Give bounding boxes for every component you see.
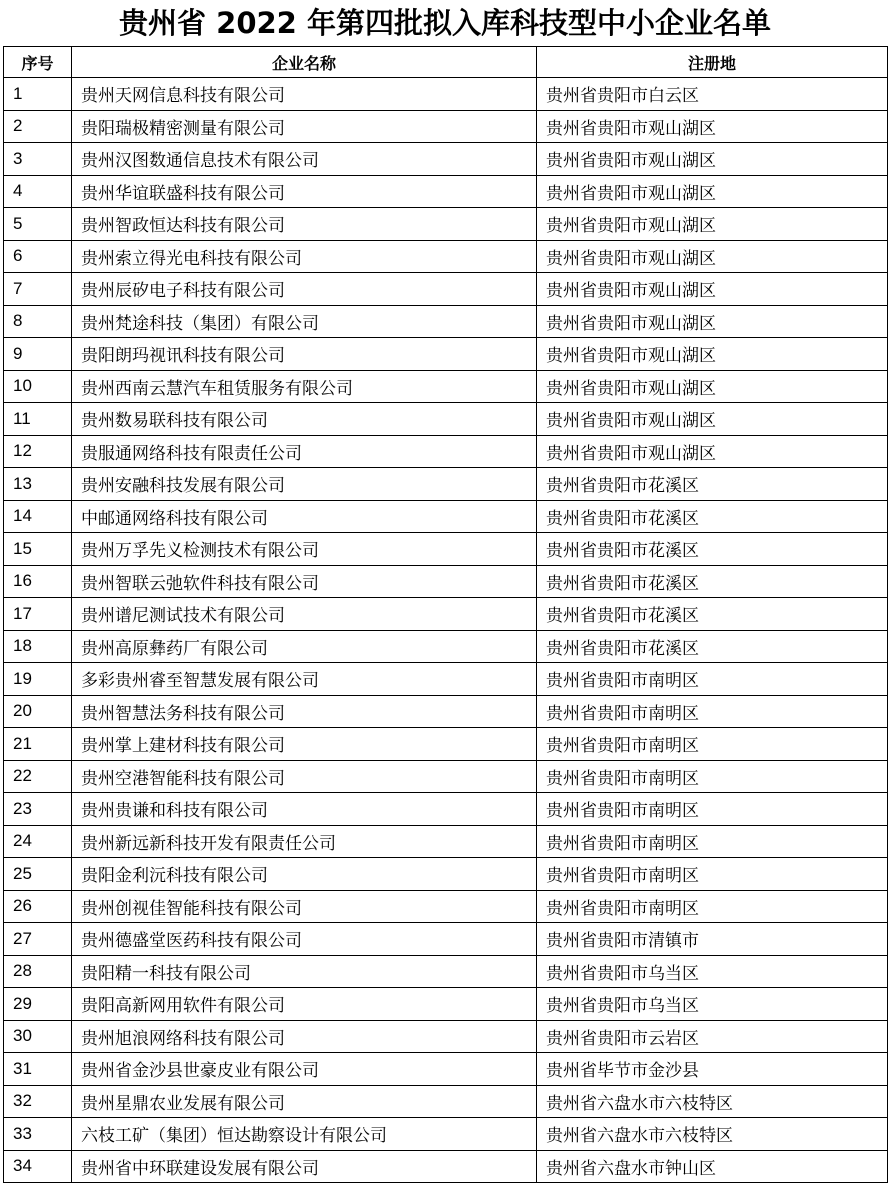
cell-registered-location: 贵州省六盘水市六枝特区 bbox=[537, 1085, 888, 1118]
cell-registered-location: 贵州省贵阳市南明区 bbox=[537, 793, 888, 826]
table-row bbox=[4, 728, 888, 761]
cell-company-name: 贵州智慧法务科技有限公司 bbox=[72, 695, 537, 728]
cell-registered-location: 贵州省贵阳市观山湖区 bbox=[537, 208, 888, 241]
cell-serial-number: 12 bbox=[4, 435, 72, 468]
table-row bbox=[4, 143, 888, 176]
cell-serial-number: 22 bbox=[4, 760, 72, 793]
cell-registered-location: 贵州省贵阳市南明区 bbox=[537, 825, 888, 858]
cell-serial-number: 28 bbox=[4, 955, 72, 988]
cell-company-name: 贵州星鼎农业发展有限公司 bbox=[72, 1085, 537, 1118]
table-row bbox=[4, 695, 888, 728]
table-row bbox=[4, 305, 888, 338]
cell-serial-number: 23 bbox=[4, 793, 72, 826]
cell-serial-number: 13 bbox=[4, 468, 72, 501]
header-company-name: 企业名称 bbox=[72, 47, 537, 78]
table-row bbox=[4, 533, 888, 566]
page-title: 贵州省 2022 年第四批拟入库科技型中小企业名单 bbox=[119, 6, 771, 40]
table-row bbox=[4, 988, 888, 1021]
cell-company-name: 贵州辰矽电子科技有限公司 bbox=[72, 273, 537, 306]
cell-serial-number: 2 bbox=[4, 110, 72, 143]
cell-serial-number: 32 bbox=[4, 1085, 72, 1118]
table-row bbox=[4, 208, 888, 241]
cell-serial-number: 5 bbox=[4, 208, 72, 241]
cell-company-name: 贵州省中环联建设发展有限公司 bbox=[72, 1150, 537, 1183]
cell-company-name: 贵阳朗玛视讯科技有限公司 bbox=[72, 338, 537, 371]
cell-registered-location: 贵州省贵阳市清镇市 bbox=[537, 923, 888, 956]
cell-company-name: 贵州省金沙县世豪皮业有限公司 bbox=[72, 1053, 537, 1086]
cell-serial-number: 34 bbox=[4, 1150, 72, 1183]
cell-company-name: 贵州空港智能科技有限公司 bbox=[72, 760, 537, 793]
table-row bbox=[4, 175, 888, 208]
table-row bbox=[4, 78, 888, 111]
cell-serial-number: 4 bbox=[4, 175, 72, 208]
cell-serial-number: 6 bbox=[4, 240, 72, 273]
cell-company-name: 六枝工矿（集团）恒达勘察设计有限公司 bbox=[72, 1118, 537, 1151]
cell-registered-location: 贵州省贵阳市观山湖区 bbox=[537, 143, 888, 176]
cell-company-name: 贵服通网络科技有限责任公司 bbox=[72, 435, 537, 468]
cell-company-name: 贵州新远新科技开发有限责任公司 bbox=[72, 825, 537, 858]
cell-company-name: 贵州数易联科技有限公司 bbox=[72, 403, 537, 436]
cell-registered-location: 贵州省贵阳市南明区 bbox=[537, 663, 888, 696]
cell-registered-location: 贵州省贵阳市乌当区 bbox=[537, 955, 888, 988]
cell-registered-location: 贵州省贵阳市观山湖区 bbox=[537, 338, 888, 371]
cell-company-name: 贵州索立得光电科技有限公司 bbox=[72, 240, 537, 273]
cell-registered-location: 贵州省贵阳市云岩区 bbox=[537, 1020, 888, 1053]
cell-registered-location: 贵州省贵阳市南明区 bbox=[537, 760, 888, 793]
cell-registered-location: 贵州省贵阳市南明区 bbox=[537, 728, 888, 761]
table-row bbox=[4, 110, 888, 143]
company-list-table bbox=[3, 46, 888, 1183]
table-body bbox=[4, 78, 888, 1183]
cell-registered-location: 贵州省贵阳市观山湖区 bbox=[537, 403, 888, 436]
cell-registered-location: 贵州省贵阳市花溪区 bbox=[537, 598, 888, 631]
table-row bbox=[4, 793, 888, 826]
cell-company-name: 贵州智政恒达科技有限公司 bbox=[72, 208, 537, 241]
header-registered-location: 注册地 bbox=[537, 47, 888, 78]
cell-registered-location: 贵州省贵阳市乌当区 bbox=[537, 988, 888, 1021]
cell-registered-location: 贵州省贵阳市观山湖区 bbox=[537, 370, 888, 403]
cell-serial-number: 25 bbox=[4, 858, 72, 891]
table-row bbox=[4, 468, 888, 501]
cell-registered-location: 贵州省毕节市金沙县 bbox=[537, 1053, 888, 1086]
cell-serial-number: 19 bbox=[4, 663, 72, 696]
cell-company-name: 贵州西南云慧汽车租赁服务有限公司 bbox=[72, 370, 537, 403]
cell-serial-number: 10 bbox=[4, 370, 72, 403]
table-row bbox=[4, 890, 888, 923]
cell-serial-number: 21 bbox=[4, 728, 72, 761]
table-row bbox=[4, 338, 888, 371]
table-row bbox=[4, 500, 888, 533]
table-row bbox=[4, 370, 888, 403]
cell-serial-number: 29 bbox=[4, 988, 72, 1021]
cell-serial-number: 20 bbox=[4, 695, 72, 728]
cell-company-name: 贵阳瑞极精密测量有限公司 bbox=[72, 110, 537, 143]
cell-company-name: 贵州安融科技发展有限公司 bbox=[72, 468, 537, 501]
table-header-row bbox=[4, 47, 888, 78]
cell-registered-location: 贵州省贵阳市南明区 bbox=[537, 858, 888, 891]
cell-serial-number: 11 bbox=[4, 403, 72, 436]
cell-company-name: 贵州德盛堂医药科技有限公司 bbox=[72, 923, 537, 956]
cell-serial-number: 17 bbox=[4, 598, 72, 631]
cell-registered-location: 贵州省贵阳市花溪区 bbox=[537, 533, 888, 566]
table-row bbox=[4, 1150, 888, 1183]
table-row bbox=[4, 663, 888, 696]
cell-company-name: 贵州华谊联盛科技有限公司 bbox=[72, 175, 537, 208]
cell-serial-number: 7 bbox=[4, 273, 72, 306]
cell-company-name: 贵州梵途科技（集团）有限公司 bbox=[72, 305, 537, 338]
table-row bbox=[4, 565, 888, 598]
cell-company-name: 贵阳金利沅科技有限公司 bbox=[72, 858, 537, 891]
cell-registered-location: 贵州省贵阳市白云区 bbox=[537, 78, 888, 111]
cell-company-name: 贵州掌上建材科技有限公司 bbox=[72, 728, 537, 761]
cell-serial-number: 30 bbox=[4, 1020, 72, 1053]
table-row bbox=[4, 825, 888, 858]
cell-company-name: 贵州万孚先义检测技术有限公司 bbox=[72, 533, 537, 566]
cell-serial-number: 18 bbox=[4, 630, 72, 663]
cell-company-name: 贵州贵谦和科技有限公司 bbox=[72, 793, 537, 826]
cell-serial-number: 16 bbox=[4, 565, 72, 598]
cell-company-name: 多彩贵州睿至智慧发展有限公司 bbox=[72, 663, 537, 696]
table-row bbox=[4, 1085, 888, 1118]
cell-registered-location: 贵州省贵阳市观山湖区 bbox=[537, 240, 888, 273]
cell-registered-location: 贵州省贵阳市花溪区 bbox=[537, 468, 888, 501]
cell-serial-number: 33 bbox=[4, 1118, 72, 1151]
table-row bbox=[4, 403, 888, 436]
cell-serial-number: 15 bbox=[4, 533, 72, 566]
cell-company-name: 贵阳高新网用软件有限公司 bbox=[72, 988, 537, 1021]
cell-serial-number: 31 bbox=[4, 1053, 72, 1086]
cell-serial-number: 1 bbox=[4, 78, 72, 111]
header-serial-number: 序号 bbox=[4, 47, 72, 78]
table-row bbox=[4, 923, 888, 956]
cell-serial-number: 14 bbox=[4, 500, 72, 533]
cell-registered-location: 贵州省贵阳市南明区 bbox=[537, 890, 888, 923]
cell-company-name: 贵州汉图数通信息技术有限公司 bbox=[72, 143, 537, 176]
cell-registered-location: 贵州省贵阳市观山湖区 bbox=[537, 110, 888, 143]
cell-registered-location: 贵州省贵阳市观山湖区 bbox=[537, 305, 888, 338]
table-row bbox=[4, 273, 888, 306]
cell-registered-location: 贵州省贵阳市花溪区 bbox=[537, 630, 888, 663]
cell-registered-location: 贵州省贵阳市观山湖区 bbox=[537, 435, 888, 468]
cell-company-name: 中邮通网络科技有限公司 bbox=[72, 500, 537, 533]
table-row bbox=[4, 435, 888, 468]
cell-company-name: 贵州谱尼测试技术有限公司 bbox=[72, 598, 537, 631]
table-row bbox=[4, 1118, 888, 1151]
cell-serial-number: 26 bbox=[4, 890, 72, 923]
cell-company-name: 贵州智联云弛软件科技有限公司 bbox=[72, 565, 537, 598]
table-row bbox=[4, 1020, 888, 1053]
cell-registered-location: 贵州省贵阳市花溪区 bbox=[537, 565, 888, 598]
cell-company-name: 贵州高原彝药厂有限公司 bbox=[72, 630, 537, 663]
cell-registered-location: 贵州省贵阳市观山湖区 bbox=[537, 273, 888, 306]
cell-serial-number: 9 bbox=[4, 338, 72, 371]
cell-registered-location: 贵州省贵阳市观山湖区 bbox=[537, 175, 888, 208]
cell-serial-number: 27 bbox=[4, 923, 72, 956]
cell-serial-number: 24 bbox=[4, 825, 72, 858]
table-row bbox=[4, 598, 888, 631]
cell-serial-number: 3 bbox=[4, 143, 72, 176]
cell-registered-location: 贵州省六盘水市六枝特区 bbox=[537, 1118, 888, 1151]
table-row bbox=[4, 1053, 888, 1086]
table-row bbox=[4, 240, 888, 273]
table-row bbox=[4, 955, 888, 988]
table-row bbox=[4, 858, 888, 891]
cell-serial-number: 8 bbox=[4, 305, 72, 338]
table-row bbox=[4, 630, 888, 663]
cell-company-name: 贵州旭浪网络科技有限公司 bbox=[72, 1020, 537, 1053]
table-row bbox=[4, 760, 888, 793]
cell-registered-location: 贵州省贵阳市南明区 bbox=[537, 695, 888, 728]
cell-company-name: 贵州创视佳智能科技有限公司 bbox=[72, 890, 537, 923]
cell-company-name: 贵阳精一科技有限公司 bbox=[72, 955, 537, 988]
cell-registered-location: 贵州省贵阳市花溪区 bbox=[537, 500, 888, 533]
cell-registered-location: 贵州省六盘水市钟山区 bbox=[537, 1150, 888, 1183]
cell-company-name: 贵州天网信息科技有限公司 bbox=[72, 78, 537, 111]
